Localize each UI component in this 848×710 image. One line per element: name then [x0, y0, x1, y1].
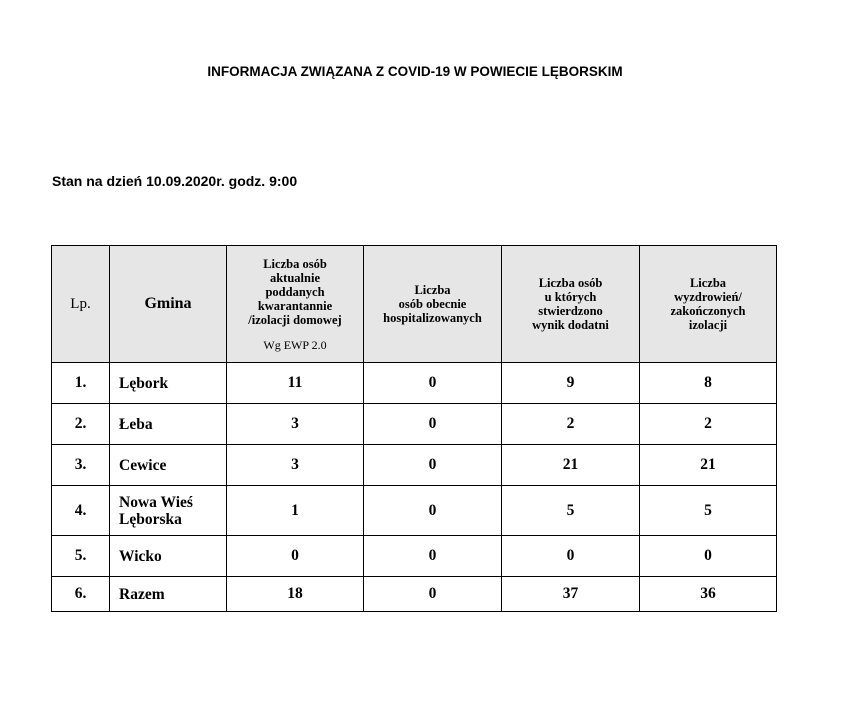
cell-gmina: Łeba [110, 404, 227, 445]
cell-quarantine: 0 [227, 536, 364, 577]
cell-gmina: Razem [110, 577, 227, 612]
cell-recovered: 21 [640, 445, 777, 486]
header-hospitalized-label: Liczba osób obecnie hospitalizowanych [383, 283, 482, 325]
header-lp-label: Lp. [70, 296, 91, 312]
cell-lp: 2. [52, 404, 110, 445]
table-row [52, 363, 777, 404]
cell-recovered: 5 [640, 486, 777, 536]
cell-gmina: Wicko [110, 536, 227, 577]
cell-hospitalized: 0 [364, 577, 502, 612]
cell-recovered: 0 [640, 536, 777, 577]
cell-hospitalized: 0 [364, 536, 502, 577]
table-header-row [52, 246, 777, 363]
table-row [52, 404, 777, 445]
cell-recovered: 8 [640, 363, 777, 404]
cell-recovered: 2 [640, 404, 777, 445]
cell-quarantine: 1 [227, 486, 364, 536]
cell-lp: 4. [52, 486, 110, 536]
cell-positive: 21 [502, 445, 640, 486]
header-positive-label: Liczba osób u których stwierdzono wynik dodatni [532, 276, 609, 332]
cell-hospitalized: 0 [364, 363, 502, 404]
header-recovered [640, 246, 777, 363]
cell-lp: 6. [52, 577, 110, 612]
header-lp [52, 246, 110, 363]
cell-lp: 3. [52, 445, 110, 486]
cell-quarantine: 3 [227, 404, 364, 445]
cell-gmina: Lębork [110, 363, 227, 404]
cell-quarantine: 11 [227, 363, 364, 404]
cell-recovered: 36 [640, 577, 777, 612]
table-row-total [52, 577, 777, 612]
header-recovered-label: Liczba wyzdrowień/ zakończonych izolacji [670, 276, 746, 332]
table-row [52, 445, 777, 486]
cell-positive: 5 [502, 486, 640, 536]
covid-stats-table [51, 245, 777, 612]
cell-positive: 2 [502, 404, 640, 445]
cell-quarantine: 3 [227, 445, 364, 486]
cell-gmina: Nowa Wieś Lęborska [110, 486, 227, 536]
header-quarantine-label: Liczba osób aktualnie poddanych kwarantannie /izolacji domowej [248, 256, 342, 327]
document-title: INFORMACJA ZWIĄZANA Z COVID-19 W POWIECIE LĘBORSKIM [207, 64, 623, 79]
table-row [52, 486, 777, 536]
cell-hospitalized: 0 [364, 404, 502, 445]
cell-positive: 9 [502, 363, 640, 404]
header-hospitalized [364, 246, 502, 363]
cell-lp: 1. [52, 363, 110, 404]
cell-hospitalized: 0 [364, 486, 502, 536]
cell-lp: 5. [52, 536, 110, 577]
cell-gmina: Cewice [110, 445, 227, 486]
cell-positive: 0 [502, 536, 640, 577]
cell-hospitalized: 0 [364, 445, 502, 486]
header-gmina-label: Gmina [144, 295, 192, 312]
cell-quarantine: 18 [227, 577, 364, 612]
header-positive [502, 246, 640, 363]
cell-positive: 37 [502, 577, 640, 612]
header-quarantine-note: Wg EWP 2.0 [263, 337, 327, 352]
header-gmina [110, 246, 227, 363]
table-row [52, 536, 777, 577]
status-date: Stan na dzień 10.09.2020r. godz. 9:00 [52, 173, 298, 189]
header-quarantine [227, 246, 364, 363]
